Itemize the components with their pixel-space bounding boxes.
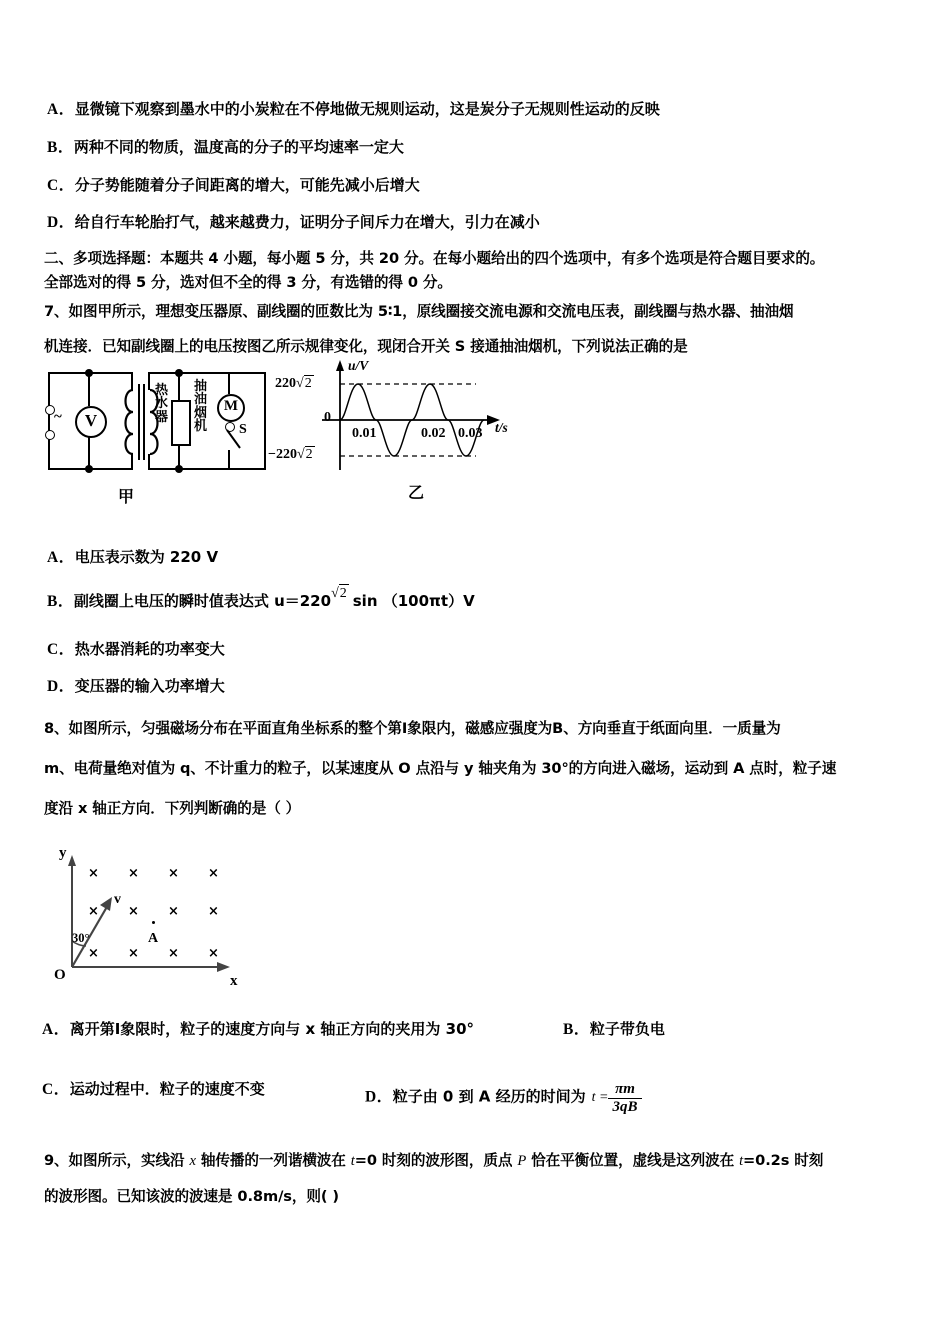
section-header-line2: 全部选对的得 5 分，选对但不全的得 3 分，有选错的得 0 分。 xyxy=(44,274,452,291)
primary-node-top xyxy=(85,369,93,377)
waveform-y-axis-label: u/V xyxy=(348,358,369,373)
fraction-numerator: πm xyxy=(615,1081,635,1097)
secondary-right-wire xyxy=(264,372,266,470)
waveform-tick-0_02: 0.02 xyxy=(421,426,446,441)
waveform-y-max-label xyxy=(275,375,314,392)
heater-branch-bottom xyxy=(178,442,180,470)
waveform-origin-label: 0 xyxy=(324,410,331,425)
section-header-line1: 二、多项选择题：本题共 4 小题，每小题 5 分，共 20 分。在每小题给出的四个选项中，有多个选项是符合题目要求的。 xyxy=(44,250,825,267)
q8-option-b-label: B． xyxy=(563,1021,590,1038)
q6-option-d xyxy=(47,213,540,233)
primary-node-bottom xyxy=(85,465,93,473)
q8-option-d-pre: 粒子由 0 到 A 经历的时间为 xyxy=(392,1087,586,1106)
field-mark: × xyxy=(168,866,179,881)
q7-option-d-label: D． xyxy=(47,678,75,695)
q9-text-d: 恰在平衡位置，虚线是这列波在 xyxy=(526,1152,740,1169)
q7-option-b-post: sin （100πt）V xyxy=(352,592,475,610)
q7-option-b-pre: 副线圈上电压的瞬时值表达式 u＝220 xyxy=(73,592,332,610)
q9-stem-line1 xyxy=(44,1150,823,1173)
sqrt-symbol-max: √2 xyxy=(296,376,312,391)
q8-option-d-var: t = xyxy=(591,1090,609,1106)
figure-transformer-circuit xyxy=(48,362,268,506)
q7-option-b-label: B． xyxy=(47,593,74,610)
q8-option-a xyxy=(42,1020,474,1040)
fraction-denominator: 3qB xyxy=(608,1098,641,1116)
q6-option-b-label: B． xyxy=(47,139,74,156)
field-mark: × xyxy=(168,904,179,919)
velocity-vector-label: v xyxy=(114,892,121,907)
y-max-prefix: 220 xyxy=(275,376,296,391)
q6-option-c xyxy=(47,176,420,196)
water-heater-label: 热水器 xyxy=(154,383,168,425)
q6-option-a-label: A． xyxy=(47,101,75,118)
voltmeter-branch-top xyxy=(88,372,90,406)
q9-stem-line2 xyxy=(44,1186,339,1209)
heater-branch-top xyxy=(178,372,180,400)
figure-magnetic-field xyxy=(48,845,293,993)
secondary-top-wire xyxy=(148,372,266,374)
field-mark: × xyxy=(128,866,139,881)
q8-option-d-fraction xyxy=(608,1081,641,1117)
field-mark: × xyxy=(88,904,99,919)
q8-option-c xyxy=(42,1080,265,1100)
q9-var-p: P xyxy=(517,1153,527,1169)
motor-symbol: M xyxy=(217,394,245,422)
q7-option-c-label: C． xyxy=(47,641,75,658)
waveform-y-min-label xyxy=(268,446,315,463)
q7-option-c xyxy=(47,640,225,660)
range-hood-label: 抽油烟机 xyxy=(193,379,207,434)
q9-text-a: 9、如图所示，实线沿 xyxy=(44,1152,190,1169)
core-line-right xyxy=(143,384,145,460)
q9-wave-speed: 0.8m/s xyxy=(237,1188,292,1205)
field-x-axis-label: x xyxy=(230,973,238,989)
field-mark: × xyxy=(208,946,219,961)
water-heater-resistor xyxy=(171,400,191,446)
q6-option-c-text: 分子势能随着分子间距离的增大，可能先减小后增大 xyxy=(74,176,420,194)
q9-var-t2: t xyxy=(739,1153,744,1169)
q9-text-b: 轴传播的一列谐横波在 xyxy=(195,1152,351,1169)
field-mark: × xyxy=(88,866,99,881)
q8-option-d xyxy=(365,1080,642,1116)
q8-stem-line2: m、电荷量绝对值为 q、不计重力的粒子，以某速度从 O 点沿与 y 轴夹角为 30°的方向进入磁场，运动到 A 点时，粒子速 xyxy=(44,760,837,777)
primary-left-wire xyxy=(48,372,50,470)
q8-option-b xyxy=(563,1020,665,1040)
q7-option-d-text: 变压器的输入功率增大 xyxy=(74,677,225,695)
ac-terminal-bottom xyxy=(45,430,55,440)
q8-option-d-label: D． xyxy=(365,1088,393,1106)
q7-stem-line1: 7、如图甲所示，理想变压器原、副线圈的匝数比为 5∶1，原线圈接交流电源和交流电压表，副线圈与热水器、抽油烟 xyxy=(44,303,794,320)
primary-coil xyxy=(121,388,135,456)
q8-option-a-text: 离开第Ⅰ象限时，粒子的速度方向与 x 轴正方向的夹用为 30° xyxy=(69,1020,475,1038)
voltmeter: V xyxy=(75,406,107,438)
y-min-prefix: −220 xyxy=(268,447,297,462)
q7-option-b-sqrt: √2 xyxy=(331,584,349,603)
figure-waveform xyxy=(268,358,518,502)
waveform-tick-0_03: 0.03 xyxy=(458,426,483,441)
field-y-axis-label: y xyxy=(59,845,67,861)
figure-yi-caption: 乙 xyxy=(408,483,425,502)
q7-stem-line2: 机连接．已知副线圈上的电压按图乙所示规律变化，现闭合开关 S 接通抽油烟机，下列说法正确的是 xyxy=(44,338,688,355)
field-mark: × xyxy=(208,866,219,881)
switch-label: S xyxy=(239,422,247,437)
field-mark: × xyxy=(88,946,99,961)
q9-var-x: x xyxy=(189,1153,196,1169)
q6-option-b-text: 两种不同的物质，温度高的分子的平均速率一定大 xyxy=(73,138,404,156)
q6-option-b xyxy=(47,138,404,158)
field-mark: × xyxy=(128,946,139,961)
angle-30-label: 30° xyxy=(72,931,90,945)
q8-stem-line3: 度沿 x 轴正方向．下列判断确的是（ ） xyxy=(44,800,301,817)
motor-branch-top xyxy=(228,372,230,394)
sqrt-symbol-min: √2 xyxy=(296,447,313,462)
q8-option-c-label: C． xyxy=(42,1081,70,1098)
point-a-label: A xyxy=(148,931,159,946)
q7-option-d xyxy=(47,677,225,697)
field-mark: × xyxy=(128,904,139,919)
q8-option-a-label: A． xyxy=(42,1021,70,1038)
y-min-radicand: 2 xyxy=(305,447,313,462)
q7-option-a xyxy=(47,548,218,568)
field-mark: × xyxy=(208,904,219,919)
waveform-x-axis-label: t/s xyxy=(495,420,508,435)
q6-option-d-label: D． xyxy=(47,214,75,231)
q7-option-a-label: A． xyxy=(47,549,75,566)
q6-option-a xyxy=(47,100,660,120)
figure-jia-caption: 甲 xyxy=(118,487,135,506)
field-origin-label: O xyxy=(54,967,66,983)
ac-source-symbol: ~ xyxy=(54,409,62,425)
q9-text-e: =0.2s 时刻 xyxy=(743,1152,824,1169)
core-line-left xyxy=(138,384,140,460)
primary-coil-stem-bottom xyxy=(131,454,133,470)
y-max-radicand: 2 xyxy=(304,376,312,391)
secondary-bottom-wire xyxy=(148,468,266,470)
q6-option-a-text: 显微镜下观察到墨水中的小炭粒在不停地做无规则运动，这是炭分子无规则性运动的反映 xyxy=(74,100,660,118)
q8-option-c-text: 运动过程中．粒子的速度不变 xyxy=(69,1080,265,1098)
q7-option-a-text: 电压表示数为 220 V xyxy=(74,548,219,566)
q9-var-t0: t xyxy=(350,1153,355,1169)
q6-option-d-text: 给自行车轮胎打气，越来越费力，证明分子间斥力在增大，引力在减小 xyxy=(74,213,540,231)
point-a-dot xyxy=(152,921,155,924)
waveform-tick-0_01: 0.01 xyxy=(352,426,377,441)
motor-branch-bottom xyxy=(228,450,230,470)
q6-option-c-label: C． xyxy=(47,177,75,194)
q7-option-b xyxy=(47,586,475,612)
q8-stem-line1: 8、如图所示，匀强磁场分布在平面直角坐标系的整个第Ⅰ象限内，磁感应强度为B、方向垂直于纸面向里．一质量为 xyxy=(44,720,781,737)
q8-option-b-text: 粒子带负电 xyxy=(589,1020,665,1038)
q7-option-c-text: 热水器消耗的功率变大 xyxy=(74,640,225,658)
q9-line2-a: 的波形图。已知该波的波速是 xyxy=(44,1188,238,1205)
q9-line2-b: ，则( ) xyxy=(291,1188,339,1205)
q7-option-b-radicand: 2 xyxy=(339,584,349,603)
secondary-stem-top xyxy=(148,372,150,390)
q9-text-c: =0 时刻的波形图，质点 xyxy=(354,1152,518,1169)
field-mark: × xyxy=(168,946,179,961)
